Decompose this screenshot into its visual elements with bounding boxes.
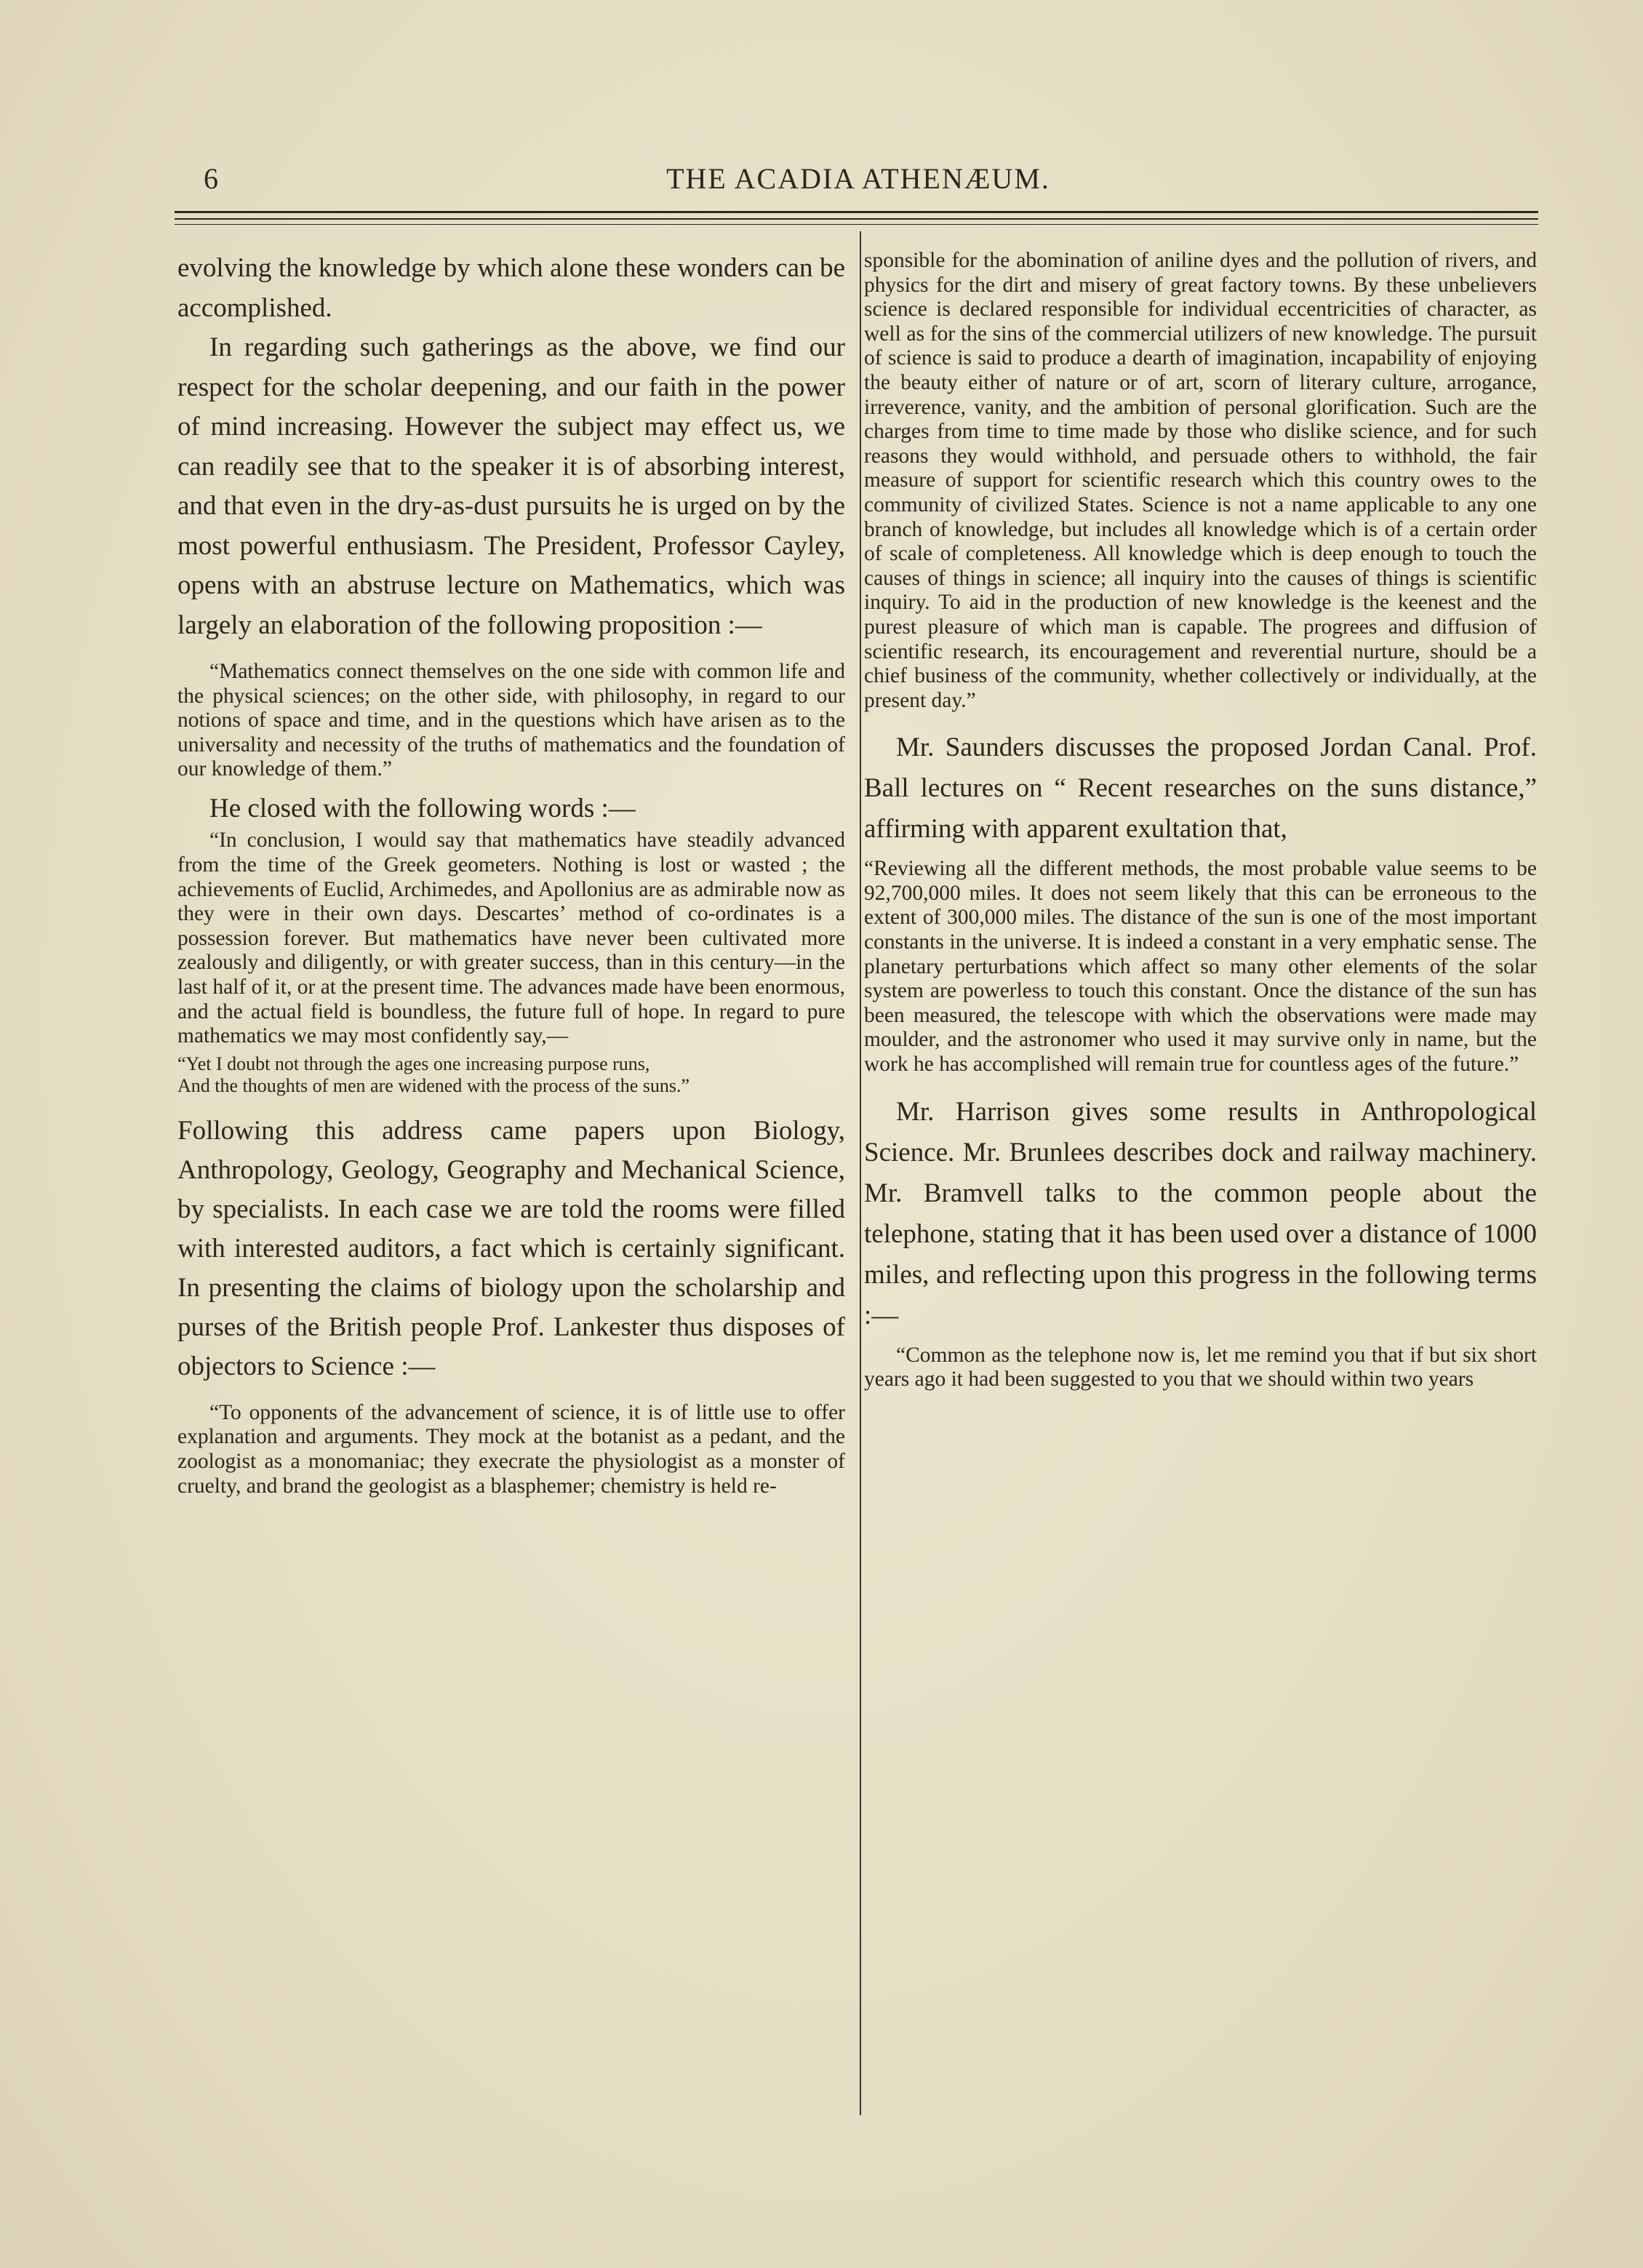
right-column xyxy=(864,249,1537,1392)
header-rule-thick xyxy=(175,211,1538,213)
page-number: 6 xyxy=(204,162,218,195)
paragraph-closing-words: He closed with the following words :— xyxy=(209,793,636,823)
quote-opponents-of-science: “To opponents of the advancement of science, it is of little use to offer explanation and arguments. They mock at the botanist as a pedant, and the zoologist as a monomaniac; they execrate the physiologist as a monster of cruelty, and brand the geologist as a blasphemer; chemistry is held re- xyxy=(177,1400,845,1498)
header-rule-thin xyxy=(175,224,1538,225)
left-column xyxy=(177,249,845,1498)
paragraph-gatherings: In regarding such gatherings as the above, we find our respect for the scholar deepening, and our faith in the power of mind increasing. However the subject may effect us, we can readily see that to the speaker it is of absorbing interest, and that even in the dry-as-dust pursuits he is urged on by the most powerful enthusiasm. The President, Professor Cayley, opens with an abstruse lecture on Mathematics, which was largely an elaboration of the following proposition :— xyxy=(177,332,845,640)
paragraph-saunders: Mr. Saunders discusses the proposed Jordan Canal. Prof. Ball lectures on “ Recent researches on the suns distance,” affirming with apparent exultation that, xyxy=(864,732,1537,844)
column-divider xyxy=(860,231,861,2115)
running-title: THE ACADIA ATHENÆUM. xyxy=(666,162,1050,195)
verse-line-2: And the thoughts of men are widened with the process of the suns.” xyxy=(177,1074,690,1096)
quote-mathematics-connect: “Mathematics connect themselves on the one side with common life and the physical sciences; on the other side, with philosophy, in regard to our notions of space and time, and in the questions which have arisen as to the universality and necessity of the truths of mathematics and the foundation of our knowledge of them.” xyxy=(177,660,845,781)
verse-line-1: “Yet I doubt not through the ages one increasing purpose runs, xyxy=(177,1053,650,1074)
quote-suns-distance: “Reviewing all the different methods, the most probable value seems to be 92,700,000 miles. It does not seem likely that this can be erroneous to the extent of 300,000 miles. The distance of the sun is one of the most important constants in the universe. It is indeed a constant in a very emphatic sense. The planetary perturbations which affect so many other elements of the solar system are powerless to touch this constant. Once the distance of the sun has been measured, the telescope with which the observations were made may moulder, and the astronomer who used it may survive only in name, but the work he has accomplished will remain true for countless ages of the future.” xyxy=(864,857,1537,1077)
paragraph-opening: evolving the knowledge by which alone these wonders can be accomplished. xyxy=(177,253,845,323)
paragraph-harrison: Mr. Harrison gives some results in Anthropological Science. Mr. Brunlees describes dock and railway machinery. Mr. Bramvell talks to the common people about the telephone, stating that it has been used over a distance of 1000 miles, and reflecting upon this progress in the following terms :— xyxy=(864,1096,1537,1330)
paragraph-following-address: Following this address came papers upon Biology, Anthropology, Geology, Geography and Mechanical Science, by specialists. In each case we are told the rooms were filled with interested auditors, a fact which is certainly significant. In presenting the claims of biology upon the scholarship and purses of the British people Prof. Lankester thus disposes of objectors to Science :— xyxy=(177,1115,845,1381)
verse-quote xyxy=(177,1053,845,1097)
quote-telephone: “Common as the telephone now is, let me remind you that if but six short years ago it had been suggested to you that we should within two years xyxy=(864,1343,1537,1391)
quote-conclusion: “In conclusion, I would say that mathematics have steadily advanced from the time of the Greek geometers. Nothing is lost or wasted ; the achievements of Euclid, Archimedes, and Apollonius are as admirable now as they were in their own days. Descartes’ method of co-ordinates is a possession forever. But mathematics have never been cultivated more zealously and diligently, or with greater success, than in this century—in the last half of it, or at the present time. The advances made have been enormous, and the actual field is boundless, the future full of hope. In regard to pure mathematics we may most confidently say,— xyxy=(177,828,845,1048)
header-rule-middle xyxy=(175,218,1538,220)
page-header xyxy=(175,156,1542,199)
quote-opponents-continued: sponsible for the abomination of aniline dyes and the pollution of rivers, and physics for the dirt and misery of great factory towns. By these unbelievers science is declared responsible for individual eccentricities of character, as well as for the sins of the commercial utilizers of new knowledge. The pursuit of science is said to produce a dearth of imagination, incapability of enjoying the beauty either of nature or of art, scorn of literary culture, arrogance, irreverence, vanity, and the ambition of personal glorification. Such are the charges from time to time made by those who dislike science, and for such reasons they would withhold, and persuade others to withhold, the fair measure of support for scientific research which this country owes to the community of civilized States. Science is not a name applicable to any one branch of knowledge, but includes all knowledge which is of a certain order of scale of completeness. All knowledge which is deep enough to touch the causes of things in science; all inquiry into the causes of things is scientific inquiry. To aid in the production of new knowledge is the keenest and the purest pleasure of which man is capable. The progrees and diffusion of scientific research, its encouragement and reverential nurture, should be a chief business of the community, whether collectively or individually, at the present day.” xyxy=(864,249,1537,712)
